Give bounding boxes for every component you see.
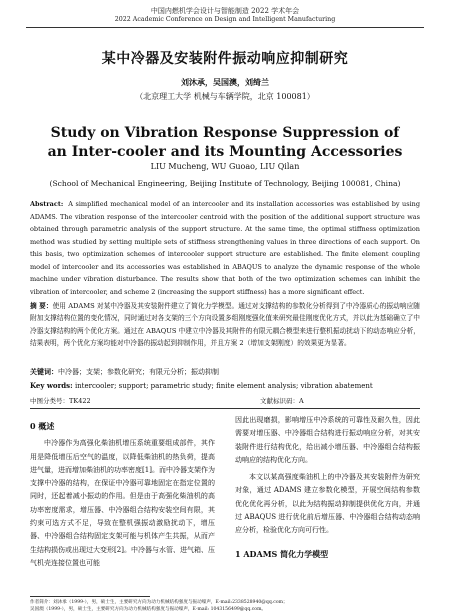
abstract-en-label: Abstract: — [30, 200, 64, 208]
author-footnote — [30, 599, 420, 613]
abstract-en — [30, 198, 420, 298]
body-column-right — [235, 414, 420, 590]
affiliation-en: (School of Mechanical Engineering, Beijing Institute of Technology, Beijing 100081, China) — [49, 179, 401, 188]
clc-number: 中图分类号：TK422 — [30, 397, 91, 405]
section-0-heading: 0 概述 — [30, 421, 55, 431]
section-0-paragraph-2: 因此出现磨损，影响增压中冷系统的可靠性及耐久性，因此需要对增压器、中冷器组合结构进行振动响应分析，对其安装附件进行结构优化，给出减小增压器、中冷器组合结构振动响应的结构优化方向。 — [235, 416, 420, 464]
running-header-en: 2022 Academic Conference on Design and Intelligent Manufacturing — [114, 16, 336, 23]
keywords-en-text: intercooler; support; parametric study; finite element analysis; vibration abatement — [74, 382, 373, 390]
keywords-cn-label: 关键词： — [30, 367, 58, 376]
keywords-en-label: Key words: — [30, 381, 73, 390]
authors-cn: 刘沐承，吴国澳，刘绮兰 — [181, 77, 269, 87]
footnote-rule — [30, 596, 150, 597]
document-code: 文献标识码：A — [260, 397, 304, 405]
running-header-cn: 中国内燃机学会设计与智能制造 2022 学术年会 — [150, 7, 300, 15]
abstract-en-text: A simplified mechanical model of an intercooler and its installation accessories was established by using ADAMS. The vibration response of the intercooler centroid with the position of the additional support structure was obtained through parametric analysis of the support structure. At the same time, the optimal stiffness optimization method was studied by setting multiple sets of stiffness strengthening values in three directions of each support. On this basis, two optimization schemes of intercooler support structure are established. The finite element coupling model of intercooler and its accessories was established in ABAQUS to analyze the dynamic response of the whole machine under vibration disturbance. The results show that both of the two optimization schemes can inhibit the vibration of intercooler, and scheme 2 (increasing the support stiffness) has a more significant effect. — [30, 200, 420, 296]
keywords-cn — [30, 367, 420, 377]
footnote-line-2: 吴国澳（1999-），男，硕士生，主要研究方向为动力机械结构强度与振动噪声，E-mail: 1043156499@qq.com。 — [30, 607, 267, 612]
body-column-left — [30, 414, 215, 590]
section-0-paragraph-1: 中冷器作为高强化柴油机增压系统重要组成部件，其作用是降低增压后空气的温度，以降低柴油机的热负荷，提高进气量，进而增加柴油机的功率密度[1]。而中冷器支架作为支撑中冷器的结构，在保证中冷器可靠地固定在指定位置的同时，还起着减小振动的作用。但是由于高强化柴油机的高功率密度需求，增压器、中冷器组合结构安装空间有限，其约束可选方式不足，导致在整机强振动激励扰动下，增压器、中冷器组合结构固定支架可能与机体产生共振，从而产生结构损伤或出现过大变形[2]。中冷器与水管、进气箱、压气机壳连接位置也可能 — [30, 439, 215, 567]
keywords-cn-text: 中冷器；支架；参数化研究；有限元分析；振动抑制 — [58, 368, 219, 376]
authors-en: LIU Mucheng, WU Guoao, LIU Qilan — [150, 162, 300, 171]
title-en: Study on Vibration Response Suppression of an Inter-cooler and its Mounting Accessories — [47, 125, 403, 160]
abstract-cn-label: 摘 要： — [30, 302, 53, 310]
footnote-line-1: 作者简介：刘沐承（1999-），男，硕士生，主要研究方向为动力机械结构强度与振动噪声，E-mail:2338528940@qq.com； — [30, 600, 288, 605]
classification-row — [30, 396, 420, 406]
header-rule — [26, 27, 424, 28]
title-cn: 某中冷器及安装附件振动响应抑制研究 — [101, 51, 349, 67]
affiliation-cn: （北京理工大学 机械与车辆学院，北京 100081） — [135, 92, 315, 101]
section-1-heading: 1 ADAMS 简化力学模型 — [235, 548, 329, 559]
abstract-cn — [30, 300, 420, 362]
section-0-paragraph-3: 本文以某高强度柴油机上的中冷器及其安装附件为研究对象，通过 ADAMS 建立参数化模型，开展空间结构参数优化优化再分析，以此为结构振动抑制提供优化方向，并通过 ABAQUS 进行优化前后增压器、中冷器组合结构动态响应分析，检验优化方向可行性。 — [235, 473, 420, 535]
classification-rule — [30, 408, 420, 409]
keywords-en — [30, 381, 420, 390]
abstract-cn-text: 使用 ADAMS 对某中冷器及其安装附件建立了简化力学模型。通过对支撑结构的参数化分析得到了中冷器质心的振动响应随附加支撑结构位置的变化情况，同时通过对各支架的三个方向设置多组刚度强化值来研究最佳刚度优化方式，并以此为基础确立了中冷器支撑结构的两个优化方案。通过在 ABAQUS 中建立中冷器及其附件的有限元耦合模型来进行整机振动扰动下的动态响应分析，结果表明，两个优化方案均能对中冷器的振动起到抑制作用，并且方案 2（增加支架刚度）的效果更为显著。 — [30, 302, 420, 347]
